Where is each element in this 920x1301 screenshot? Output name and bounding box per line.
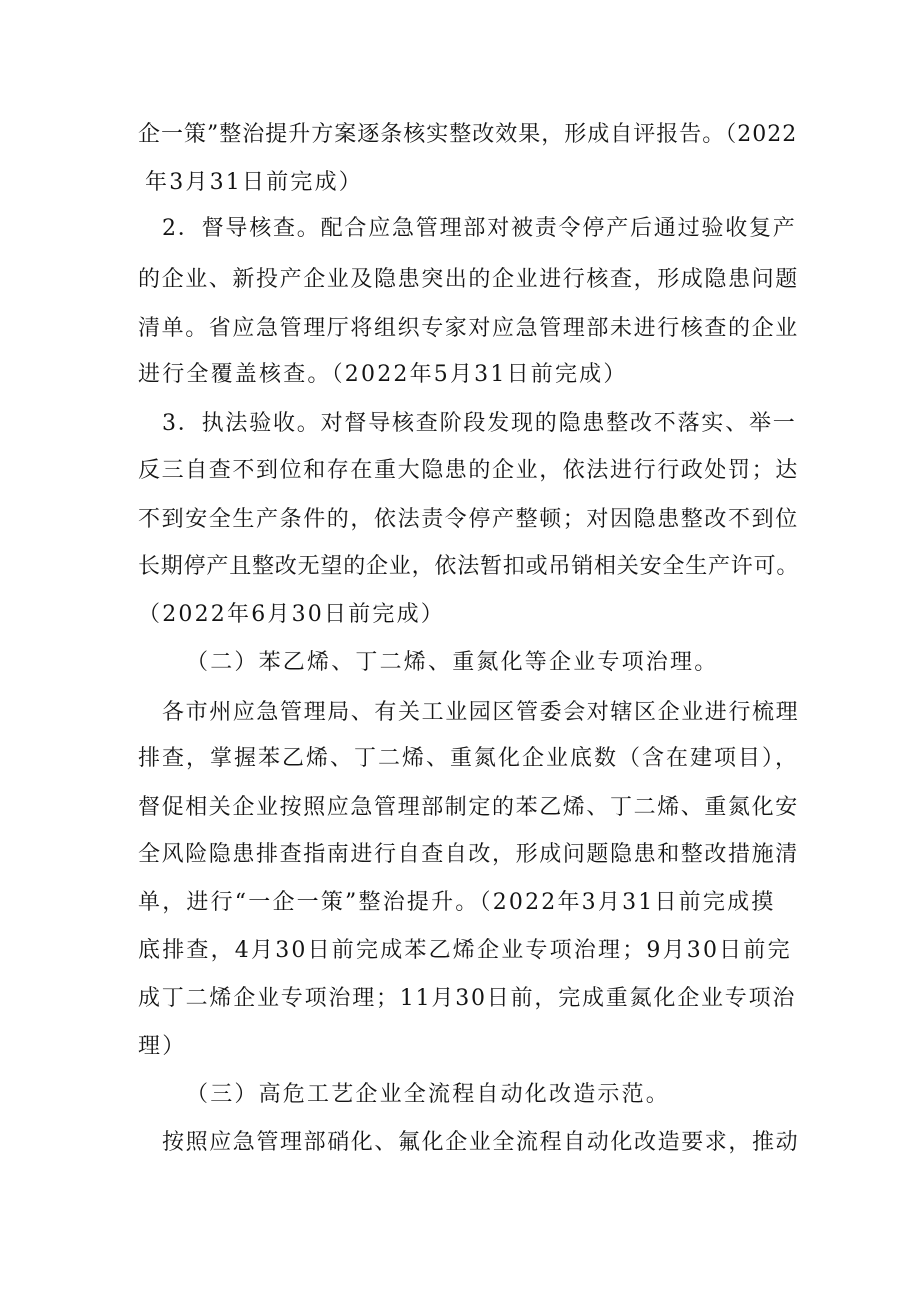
- text-line: 各市州应急管理局、有关工业园区管委会对辖区企业进行梳理: [162, 700, 800, 725]
- text-line: 督促相关企业按照应急管理部制定的苯乙烯、丁二烯、重氮化安: [138, 795, 799, 820]
- text-line: 的企业、新投产企业及隐患突出的企业进行核查，形成隐患问题: [138, 267, 799, 292]
- text-line: 清单。省应急管理厅将组织专家对应急管理部未进行核查的企业: [138, 316, 799, 341]
- text-line: 单，进行“一企一策”整治提升。（2022年3月31日前完成摸: [138, 890, 776, 915]
- section-heading: （三）高危工艺企业全流程自动化改造示范。: [186, 1082, 671, 1107]
- section-heading: （二）苯乙烯、丁二烯、重氮化等企业专项治理。: [186, 650, 719, 675]
- text-line: 排查，掌握苯乙烯、丁二烯、重氮化企业底数（含在建项目），: [138, 746, 800, 771]
- text-line: 年3月31日前完成）: [145, 170, 363, 195]
- text-line: 按照应急管理部硝化、氟化企业全流程自动化改造要求，推动: [162, 1130, 800, 1155]
- text-line: 长期停产且整改无望的企业，依法暂扣或吊销相关安全生产许可。: [138, 554, 800, 579]
- text-line: 2．督导核查。配合应急管理部对被责令停产后通过验收复产: [162, 216, 797, 241]
- text-line: 3．执法验收。对督导核查阶段发现的隐患整改不落实、举一: [162, 411, 797, 436]
- text-line: 全风险隐患排查指南进行自查自改，形成问题隐患和整改措施清: [138, 842, 799, 867]
- text-line: （2022年6月30日前完成）: [138, 602, 445, 627]
- text-line: 反三自查不到位和存在重大隐患的企业，依法进行行政处罚；达: [138, 458, 799, 483]
- text-line: 成丁二烯企业专项治理；11月30日前，完成重氮化企业专项治: [138, 986, 797, 1011]
- text-line: 不到安全生产条件的，依法责令停产整顿；对因隐患整改不到位: [138, 507, 799, 532]
- text-line: 企一策”整治提升方案逐条核实整改效果，形成自评报告。（2022: [138, 122, 798, 147]
- text-line: 理）: [138, 1034, 187, 1059]
- text-line: 底排查，4月30日前完成苯乙烯企业专项治理；9月30日前完: [138, 938, 792, 963]
- text-line: 进行全覆盖核查。（2022年5月31日前完成）: [138, 362, 628, 387]
